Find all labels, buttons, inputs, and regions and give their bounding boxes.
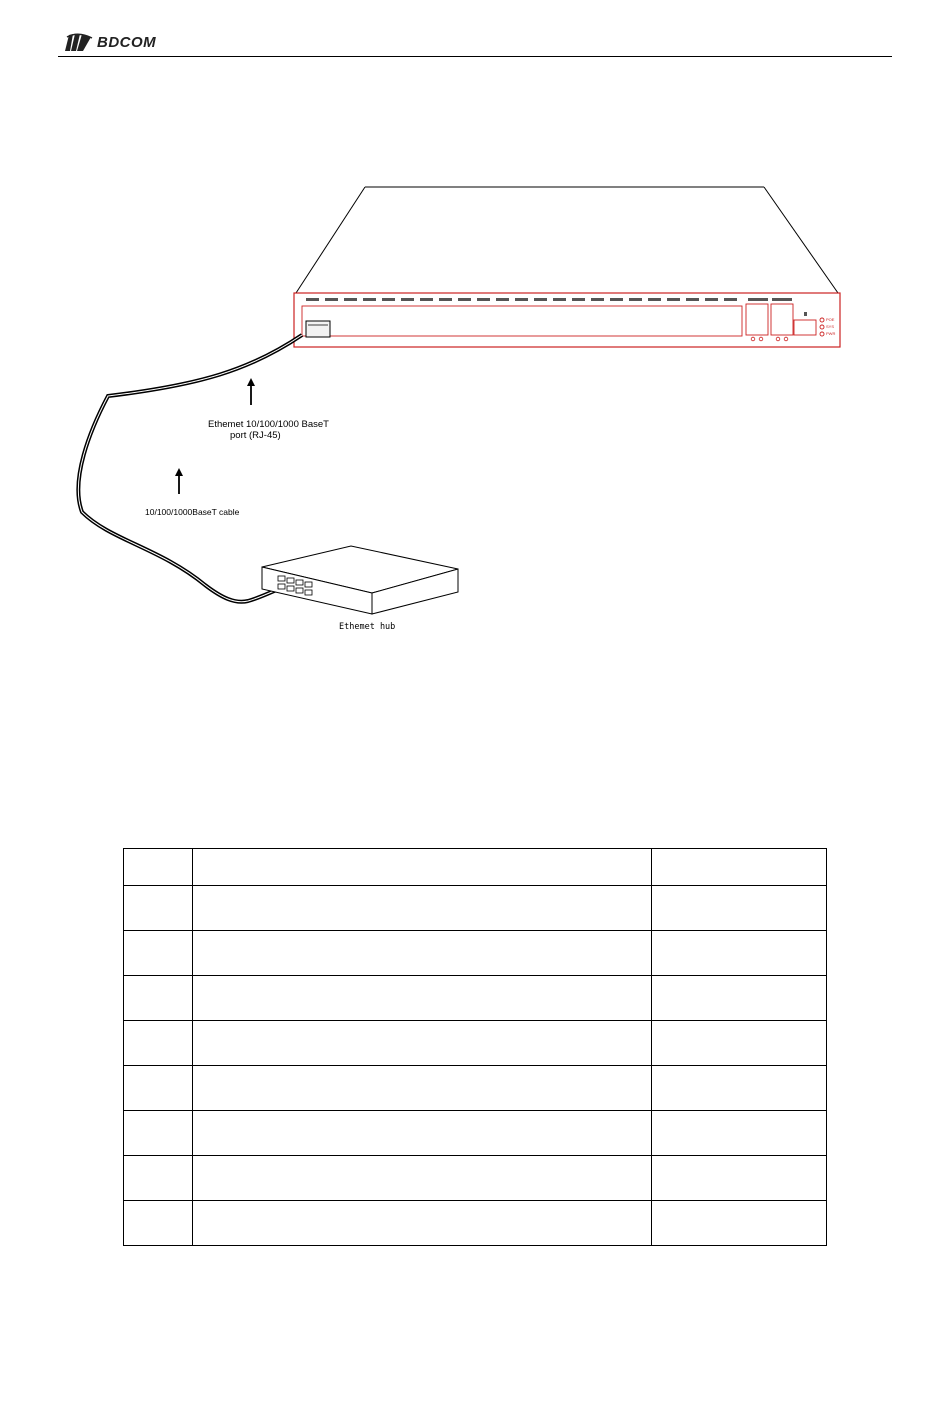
table-cell xyxy=(652,886,827,931)
brand-name: BDCOM xyxy=(97,34,157,51)
ethernet-hub xyxy=(262,546,458,614)
table-header-cell xyxy=(124,849,193,886)
table-cell xyxy=(193,1066,652,1111)
table-cell xyxy=(193,1201,652,1246)
rj45-connector xyxy=(306,321,330,337)
table-row xyxy=(124,1021,827,1066)
spec-table xyxy=(123,848,827,1246)
table-cell xyxy=(652,1156,827,1201)
table-header-row xyxy=(124,849,827,886)
table-cell xyxy=(652,1111,827,1156)
table-header-cell xyxy=(193,849,652,886)
table-cell xyxy=(652,976,827,1021)
switch-front-panel xyxy=(294,293,840,347)
table-cell xyxy=(124,1021,193,1066)
led-label-sys: SYS xyxy=(826,324,835,329)
table-cell xyxy=(124,1156,193,1201)
table-cell xyxy=(124,1111,193,1156)
table-header-cell xyxy=(652,849,827,886)
table-cell xyxy=(193,886,652,931)
table-row xyxy=(124,1066,827,1111)
hub-label: Ethemet hub xyxy=(339,622,396,632)
table-cell xyxy=(124,886,193,931)
switch-device xyxy=(294,187,840,347)
led-label-pwr: PWR xyxy=(826,331,836,336)
diagram-drawing xyxy=(0,0,950,700)
table-cell xyxy=(124,1201,193,1246)
table-cell xyxy=(652,931,827,976)
table-row xyxy=(124,1156,827,1201)
ethernet-cable xyxy=(78,335,302,602)
port-arrow-icon xyxy=(247,378,255,405)
cable-arrow-icon xyxy=(175,468,183,494)
table-cell xyxy=(124,931,193,976)
table-row xyxy=(124,931,827,976)
table-cell xyxy=(193,931,652,976)
cable-label: 10/100/1000BaseT cable xyxy=(145,507,240,517)
table-cell xyxy=(652,1201,827,1246)
table-cell xyxy=(193,1021,652,1066)
table-cell xyxy=(124,976,193,1021)
table-cell xyxy=(652,1066,827,1111)
table-cell xyxy=(652,1021,827,1066)
table-cell xyxy=(124,1066,193,1111)
table-row xyxy=(124,1201,827,1246)
led-label-poe: POE xyxy=(826,317,835,322)
table-cell xyxy=(193,1111,652,1156)
table-row xyxy=(124,886,827,931)
table-row xyxy=(124,976,827,1021)
table-cell xyxy=(193,1156,652,1201)
table-cell xyxy=(193,976,652,1021)
connection-diagram xyxy=(0,0,950,700)
port-label-line1: Ethemet 10/100/1000 BaseT xyxy=(208,419,329,430)
table-row xyxy=(124,1111,827,1156)
port-label-line2: port (RJ-45) xyxy=(230,430,281,441)
